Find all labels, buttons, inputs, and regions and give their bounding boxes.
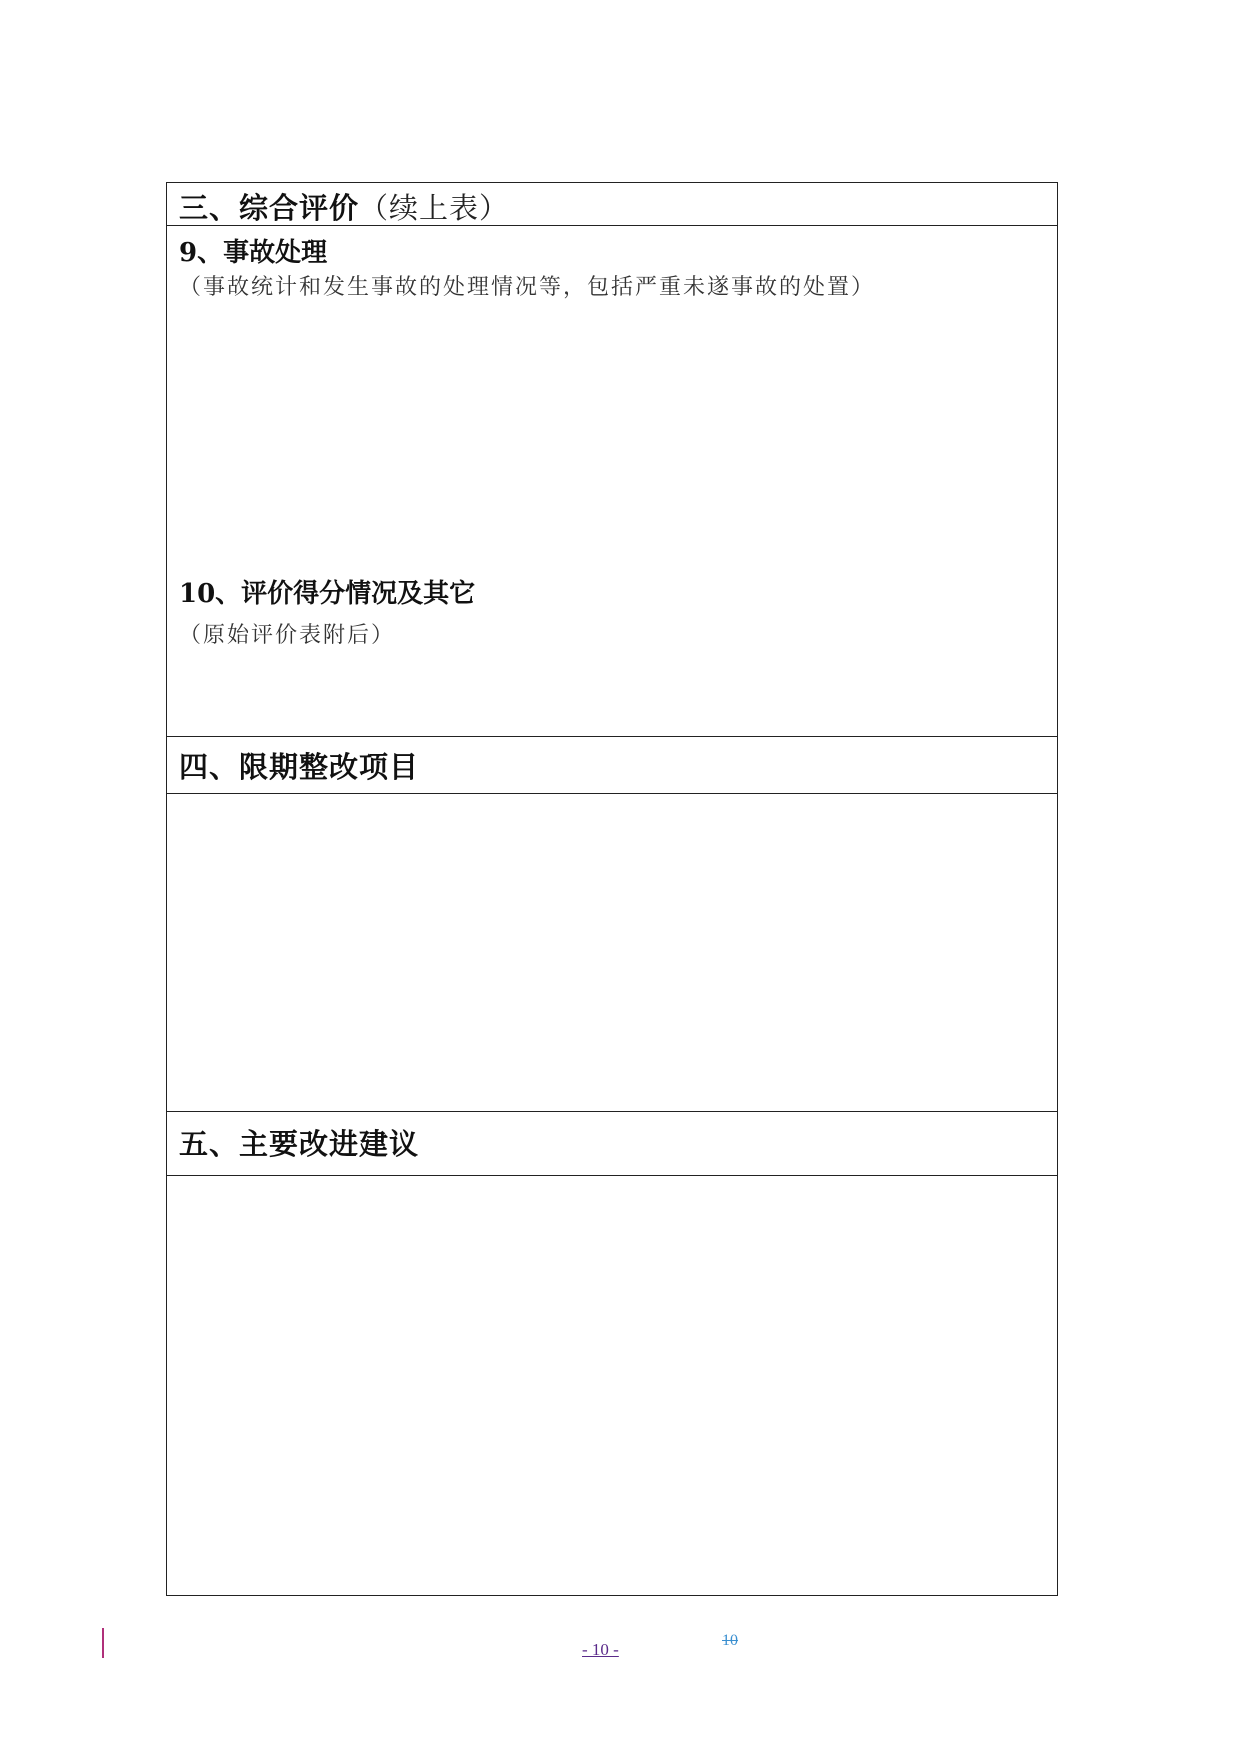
deleted-page-number: 10 (722, 1632, 738, 1649)
section-3-title (179, 186, 509, 227)
section-5-title: 五、主要改进建议 (179, 1127, 420, 1161)
item-10-title: 10、评价得分情况及其它 (179, 579, 476, 609)
section-4-title: 四、限期整改项目 (179, 750, 420, 784)
section-4-header-row (167, 737, 1057, 794)
revision-margin-bar (102, 1628, 104, 1658)
section-3-title-text: 三、综合评价 (179, 191, 360, 225)
section-5-header-row (167, 1112, 1057, 1176)
item-9-note: （事故统计和发生事故的处理情况等，包括严重未遂事故的处置） (179, 275, 876, 300)
evaluation-form-table (166, 182, 1058, 1596)
page-number: - 10 - (582, 1640, 619, 1659)
section-3-body-row[interactable] (167, 226, 1057, 737)
item-9-title: 9、事故处理 (179, 238, 328, 268)
section-3-header-row (167, 183, 1057, 226)
section-3-title-suffix: （续上表） (359, 191, 510, 225)
section-4-body-row[interactable] (167, 794, 1057, 1112)
item-10-note: （原始评价表附后） (179, 623, 396, 648)
section-5-body-row[interactable] (167, 1176, 1057, 1595)
